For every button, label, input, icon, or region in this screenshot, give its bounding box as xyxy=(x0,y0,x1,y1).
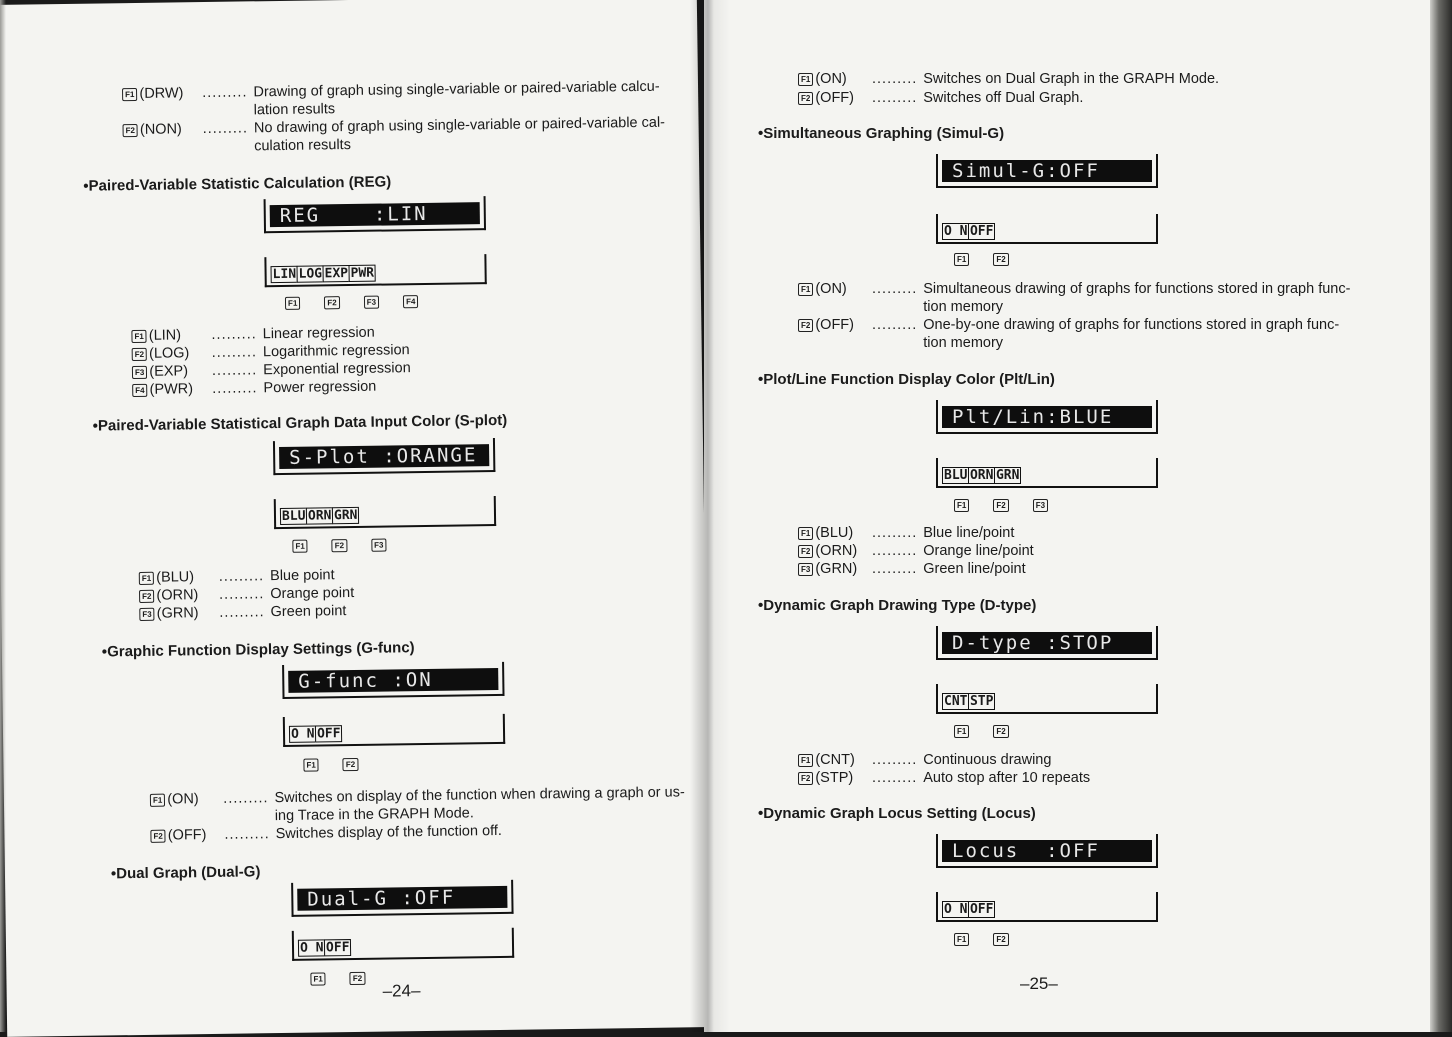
f2-key-icon: F2 xyxy=(798,319,813,332)
option-row xyxy=(798,560,1026,578)
lcd-setting-text: REG :LIN xyxy=(270,202,480,227)
option-label: (OFF) xyxy=(167,827,207,844)
lcd-setting-display xyxy=(282,662,504,699)
lcd-setting-display xyxy=(936,400,1158,434)
function-key-row xyxy=(954,725,1033,738)
menu-tab-orn: ORN xyxy=(969,468,994,483)
leader-dots: ......... xyxy=(872,543,918,559)
lcd-function-menu xyxy=(936,684,1158,714)
option-description: Orange line/point xyxy=(923,543,1034,559)
f2-key-icon: F2 xyxy=(122,123,138,136)
menu-tab-off: OFF xyxy=(324,939,352,956)
section-heading-reg: •Paired-Variable Statistic Calculation (REG) xyxy=(83,173,392,195)
leader-dots: ......... xyxy=(872,71,918,87)
option-row xyxy=(150,822,502,845)
menu-tab-off: OFF xyxy=(969,224,994,239)
page-number: –24– xyxy=(382,981,421,1001)
lcd-setting-display xyxy=(936,834,1158,868)
right-manual-page xyxy=(704,0,1444,1032)
f2-key-icon: F2 xyxy=(132,347,148,360)
lcd-setting-display xyxy=(273,438,495,475)
option-row xyxy=(798,280,1358,316)
leader-dots: ......... xyxy=(218,568,265,585)
menu-tab-orn: ORN xyxy=(306,507,334,524)
lcd-function-menu xyxy=(936,214,1158,244)
f3-key-icon: F3 xyxy=(364,296,380,309)
option-row xyxy=(798,542,1034,560)
f1-key-icon: F1 xyxy=(285,297,301,310)
option-label: (BLU) xyxy=(156,569,195,586)
option-description: Switches on display of the function when drawing a graph or us-ing Trace in the GRAPH Mode. xyxy=(274,784,685,825)
function-key-row xyxy=(303,758,382,772)
f1-key-icon: F1 xyxy=(310,972,326,985)
f2-key-icon: F2 xyxy=(343,758,359,771)
f2-key-icon: F2 xyxy=(332,539,348,552)
option-row xyxy=(132,378,376,399)
f1-key-icon: F1 xyxy=(798,73,813,86)
f1-key-icon: F1 xyxy=(303,758,319,771)
f3-key-icon: F3 xyxy=(139,607,155,620)
f3-key-icon: F3 xyxy=(371,539,387,552)
menu-tab-on: O N xyxy=(298,939,326,956)
function-key-row xyxy=(954,933,1033,946)
option-label: (ON) xyxy=(167,791,199,808)
f1-key-icon: F1 xyxy=(954,499,969,512)
option-description: Orange point xyxy=(270,584,355,603)
option-label: (OFF) xyxy=(815,317,854,333)
f2-key-icon: F2 xyxy=(993,725,1008,738)
f2-key-icon: F2 xyxy=(798,545,813,558)
lcd-setting-text: Plt/Lin:BLUE xyxy=(942,406,1152,428)
option-description: One-by-one drawing of graphs for functions stored in graph func-tion memory xyxy=(923,317,1340,351)
option-label: (LIN) xyxy=(148,327,182,344)
f2-key-icon: F2 xyxy=(798,772,813,785)
section-heading-locus: •Dynamic Graph Locus Setting (Locus) xyxy=(758,805,1036,822)
f3-key-icon: F3 xyxy=(132,365,148,378)
function-key-row xyxy=(285,295,443,310)
leader-dots: ......... xyxy=(872,317,918,333)
leader-dots: ......... xyxy=(872,281,918,297)
option-row xyxy=(798,89,1083,107)
page-edge-left xyxy=(0,0,6,1032)
option-row xyxy=(798,70,1219,88)
menu-tab-on: O N xyxy=(944,224,968,239)
option-row xyxy=(798,316,1358,352)
f2-key-icon: F2 xyxy=(993,499,1008,512)
menu-tab-pwr: PWR xyxy=(348,265,376,282)
f1-key-icon: F1 xyxy=(139,571,155,584)
option-row xyxy=(798,524,1014,542)
leader-dots: ......... xyxy=(872,525,918,541)
f4-key-icon: F4 xyxy=(403,295,419,308)
menu-tab-exp: EXP xyxy=(322,265,350,282)
option-description: Exponential regression xyxy=(263,360,411,379)
section-heading-splot: •Paired-Variable Statistical Graph Data Input Color (S-plot) xyxy=(92,411,508,435)
option-description: Power regression xyxy=(263,378,377,397)
option-description: Green point xyxy=(270,603,347,621)
f2-key-icon: F2 xyxy=(324,296,340,309)
f1-key-icon: F1 xyxy=(122,87,138,100)
f2-key-icon: F2 xyxy=(993,253,1008,266)
lcd-setting-display xyxy=(936,626,1158,660)
option-label: (STP) xyxy=(815,770,854,786)
f2-key-icon: F2 xyxy=(350,972,366,985)
lcd-setting-text: S-Plot :ORANGE xyxy=(279,444,489,469)
leader-dots: ......... xyxy=(224,826,270,843)
lcd-setting-text: Locus :OFF xyxy=(942,840,1152,862)
leader-dots: ......... xyxy=(219,604,265,621)
page-edge-right xyxy=(1430,0,1452,1032)
lcd-setting-display xyxy=(264,196,486,233)
section-heading-dualg: •Dual Graph (Dual-G) xyxy=(110,863,261,883)
option-label: (PWR) xyxy=(149,381,194,398)
option-row xyxy=(139,602,346,623)
f1-key-icon: F1 xyxy=(954,725,969,738)
lcd-function-menu xyxy=(292,928,514,961)
page-number: –25– xyxy=(1020,974,1058,993)
leader-dots: ......... xyxy=(211,362,258,379)
f1-key-icon: F1 xyxy=(954,253,969,266)
option-description: Drawing of graph using single-variable or paired-variable calcu-lation results xyxy=(253,78,660,119)
option-description: Switches on Dual Graph in the GRAPH Mode. xyxy=(923,71,1220,87)
lcd-function-menu xyxy=(936,458,1158,488)
option-label: (BLU) xyxy=(815,525,854,541)
menu-tab-log: LOG xyxy=(296,265,324,282)
f2-key-icon: F2 xyxy=(993,933,1008,946)
f1-key-icon: F1 xyxy=(798,527,813,540)
menu-tab-stp: STP xyxy=(969,694,994,709)
lcd-setting-display xyxy=(936,154,1158,188)
leader-dots: ......... xyxy=(212,380,258,397)
option-description: Blue point xyxy=(269,567,335,585)
leader-dots: ......... xyxy=(872,561,918,577)
leader-dots: ......... xyxy=(872,770,918,786)
section-heading-simulg: •Simultaneous Graphing (Simul-G) xyxy=(758,125,1005,142)
leader-dots: ......... xyxy=(202,84,248,102)
option-description: Blue line/point xyxy=(923,525,1015,541)
option-description: Switches off Dual Graph. xyxy=(923,90,1084,106)
f2-key-icon: F2 xyxy=(150,829,166,842)
menu-tab-off: OFF xyxy=(969,902,994,917)
menu-tab-grn: GRN xyxy=(995,468,1020,483)
option-row xyxy=(122,113,672,157)
option-description: Continuous drawing xyxy=(923,752,1052,768)
option-description: Linear regression xyxy=(262,324,375,343)
option-label: (GRN) xyxy=(156,605,199,622)
option-description: Auto stop after 10 repeats xyxy=(923,770,1091,786)
book-spine xyxy=(690,0,730,1032)
option-label: (CNT) xyxy=(815,752,855,768)
menu-tab-blu: BLU xyxy=(280,508,308,525)
option-row xyxy=(798,769,1090,787)
leader-dots: ......... xyxy=(872,752,918,768)
option-label: (NON) xyxy=(139,121,182,138)
f4-key-icon: F4 xyxy=(132,383,148,396)
lcd-function-menu xyxy=(264,254,486,287)
f1-key-icon: F1 xyxy=(131,329,147,342)
function-key-row xyxy=(310,972,389,986)
menu-tab-on: O N xyxy=(289,726,317,743)
menu-tab-grn: GRN xyxy=(332,507,360,524)
lcd-setting-text: G-func :ON xyxy=(288,668,498,693)
section-heading-gfunc: •Graphic Function Display Settings (G-func) xyxy=(101,639,415,661)
section-heading-dtype: •Dynamic Graph Drawing Type (D-type) xyxy=(758,597,1037,614)
function-key-row xyxy=(954,253,1033,266)
option-label: (EXP) xyxy=(149,363,189,380)
option-description: Switches display of the function off. xyxy=(275,822,503,843)
leader-dots: ......... xyxy=(223,790,269,807)
menu-tab-on: O N xyxy=(944,902,968,917)
menu-tab-cnt: CNT xyxy=(944,694,968,709)
f3-key-icon: F3 xyxy=(798,563,813,576)
lcd-setting-text: Dual-G :OFF xyxy=(297,886,507,911)
leader-dots: ......... xyxy=(218,586,265,603)
f1-key-icon: F1 xyxy=(798,754,813,767)
option-row xyxy=(150,783,700,827)
leader-dots: ......... xyxy=(202,120,249,138)
option-label: (LOG) xyxy=(148,345,190,362)
menu-tab-lin: LIN xyxy=(271,266,299,283)
section-heading-pltlin: •Plot/Line Function Display Color (Plt/Lin) xyxy=(758,371,1055,388)
lcd-setting-text: D-type :STOP xyxy=(942,632,1152,654)
leader-dots: ......... xyxy=(872,90,918,106)
function-key-row xyxy=(292,538,410,553)
f2-key-icon: F2 xyxy=(798,92,813,105)
option-description: Simultaneous drawing of graphs for functions stored in graph func-tion memory xyxy=(923,281,1351,315)
option-label: (OFF) xyxy=(815,90,854,106)
f2-key-icon: F2 xyxy=(139,589,155,602)
f3-key-icon: F3 xyxy=(1033,499,1048,512)
leader-dots: ......... xyxy=(211,326,257,343)
option-row xyxy=(798,751,1051,769)
option-label: (ON) xyxy=(815,71,847,87)
option-description: Green line/point xyxy=(923,561,1026,577)
function-key-row xyxy=(954,499,1072,512)
option-label: (ORN) xyxy=(156,587,199,604)
lcd-setting-display xyxy=(291,880,513,917)
f1-key-icon: F1 xyxy=(798,283,813,296)
option-label: (ON) xyxy=(815,281,847,297)
f1-key-icon: F1 xyxy=(150,793,166,806)
lcd-function-menu xyxy=(283,714,505,747)
f1-key-icon: F1 xyxy=(954,933,969,946)
f1-key-icon: F1 xyxy=(292,540,308,553)
left-manual-page xyxy=(0,0,711,1037)
lcd-function-menu xyxy=(274,496,496,529)
option-description: Logarithmic regression xyxy=(262,342,410,361)
leader-dots: ......... xyxy=(211,344,258,361)
option-description: No drawing of graph using single-variable or paired-variable cal-culation results xyxy=(253,114,666,155)
lcd-function-menu xyxy=(936,892,1158,922)
menu-tab-off: OFF xyxy=(315,725,343,742)
option-label: (DRW) xyxy=(139,85,184,102)
option-label: (GRN) xyxy=(815,561,858,577)
option-label: (ORN) xyxy=(815,543,858,559)
lcd-setting-text: Simul-G:OFF xyxy=(942,160,1152,182)
menu-tab-blu: BLU xyxy=(944,468,968,483)
